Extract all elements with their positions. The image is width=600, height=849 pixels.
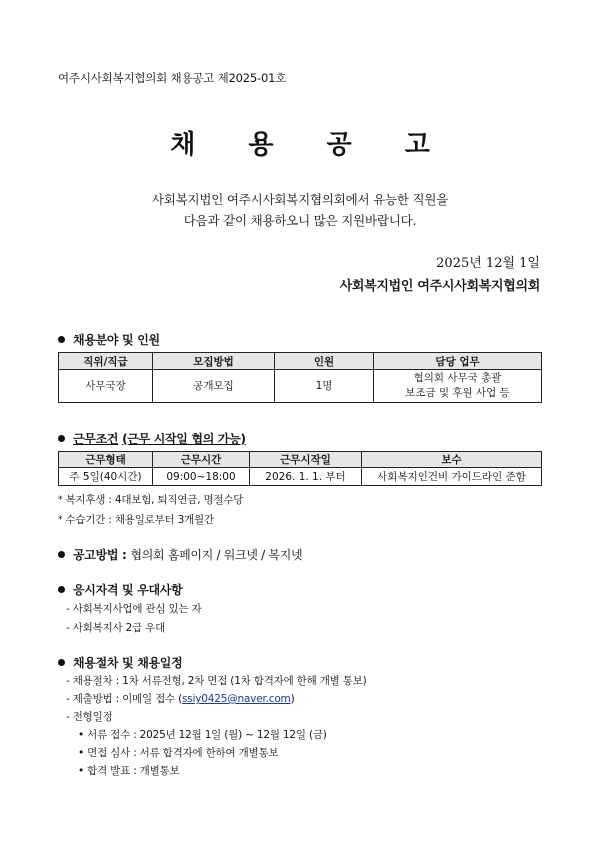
table-cell: 1명	[275, 370, 374, 403]
page-title: 채 용 공 고	[170, 130, 452, 160]
intro-line-2: 다음과 같이 채용하오니 많은 지원바랍니다.	[183, 213, 417, 228]
table-cell: 사무국장	[59, 370, 153, 403]
bullet-icon	[58, 659, 65, 666]
schedule-item: • 서류 접수 : 2025년 12월 1일 (월) ~ 12월 12일 (금)	[78, 729, 327, 741]
recruitment-table	[58, 352, 542, 403]
email-link[interactable]: ssiy0425@naver.com	[182, 693, 291, 705]
schedule-item: • 면접 심사 : 서류 합격자에 한하여 개별통보	[78, 747, 279, 759]
table-header-cell: 근무시간	[153, 452, 250, 468]
section-heading-text: 공고방법 :	[73, 548, 127, 562]
note-welfare	[58, 492, 243, 507]
intro-line-1: 사회복지법인 여주시사회복지협의회에서 유능한 직원을	[151, 192, 449, 207]
asterisk-icon: *	[58, 515, 63, 525]
schedule-item-text: 면접 심사 : 서류 합격자에 한하여 개별통보	[87, 747, 279, 759]
schedule-heading: - 전형일정	[66, 711, 113, 723]
table-header-row	[59, 353, 542, 370]
bullet-icon	[58, 586, 65, 593]
list-item: - 사회복지사업에 관심 있는 자	[66, 603, 202, 615]
table-row	[59, 468, 542, 486]
table-header-cell: 담당 업무	[374, 353, 542, 370]
note-text: 수습기간 : 채용일로부터 3개월간	[65, 514, 214, 526]
duty-line: 보조금 및 후원 사업 등	[405, 387, 510, 399]
table-header-row	[59, 452, 542, 468]
asterisk-icon: *	[58, 495, 63, 505]
duty-line: 협의회 사무국 총괄	[413, 372, 502, 384]
bullet-icon	[58, 336, 65, 343]
table-cell: 2026. 1. 1. 부터	[250, 468, 362, 486]
schedule-item-text: 합격 발표 : 개별통보	[87, 765, 180, 777]
table-header-cell: 근무형태	[59, 452, 153, 468]
notice-date: 2025년 12월 1일	[436, 256, 540, 271]
table-cell: 주 5일(40시간)	[59, 468, 153, 486]
section-heading-announcement	[58, 546, 302, 563]
section-heading-text: 근무조건	[73, 432, 119, 446]
submission-suffix: )	[290, 693, 295, 705]
table-cell: 사회복지인건비 가이드라인 준함	[362, 468, 542, 486]
section-heading-qualifications	[58, 581, 182, 598]
table-header-cell: 모집방법	[153, 353, 275, 370]
table-header-cell: 보수	[362, 452, 542, 468]
table-cell-duty	[374, 370, 542, 403]
section-heading-conditions	[58, 430, 246, 447]
section-heading-text: 채용절차 및 채용일정	[73, 656, 183, 670]
table-header-cell: 근무시작일	[250, 452, 362, 468]
schedule-item: • 합격 발표 : 개별통보	[78, 765, 180, 777]
table-cell: 공개모집	[153, 370, 275, 403]
table-header-cell: 인원	[275, 353, 374, 370]
list-item-text: 사회복지사업에 관심 있는 자	[72, 603, 202, 615]
announcement-channels: 협의회 홈페이지 / 워크넷 / 복지넷	[130, 548, 303, 562]
schedule-item-text: 서류 접수 : 2025년 12월 1일 (월) ~ 12월 12일 (금)	[87, 729, 327, 741]
section-heading-procedure	[58, 654, 182, 671]
conditions-table	[58, 451, 542, 486]
list-item-text: 사회복지사 2급 우대	[72, 622, 166, 634]
section-heading-text: 채용분야 및 인원	[73, 333, 160, 347]
table-row	[59, 370, 542, 403]
table-header-cell: 직위/직급	[59, 353, 153, 370]
procedure-item: - 채용절차 : 1차 서류전형, 2차 면접 (1차 합격자에 한해 개별 통보)	[66, 675, 367, 687]
submission-item	[66, 691, 294, 706]
note-probation	[58, 512, 214, 527]
section-heading-text: 응시자격 및 우대사항	[73, 583, 183, 597]
bullet-icon	[58, 435, 65, 442]
table-cell: 09:00~18:00	[153, 468, 250, 486]
notice-number: 여주시사회복지협의회 채용공고 제2025-01호	[58, 71, 287, 85]
list-item: - 사회복지사 2급 우대	[66, 622, 166, 634]
section-heading-subtext: (근무 시작일 협의 가능)	[122, 432, 246, 446]
bullet-icon	[58, 551, 65, 558]
note-text: 복지후생 : 4대보험, 퇴직연금, 명절수당	[65, 494, 244, 506]
submission-prefix: - 제출방법 : 이메일 접수 (	[66, 693, 182, 705]
organization-name: 사회복지법인 여주시사회복지협의회	[339, 279, 540, 294]
section-heading-recruitment	[58, 331, 160, 348]
